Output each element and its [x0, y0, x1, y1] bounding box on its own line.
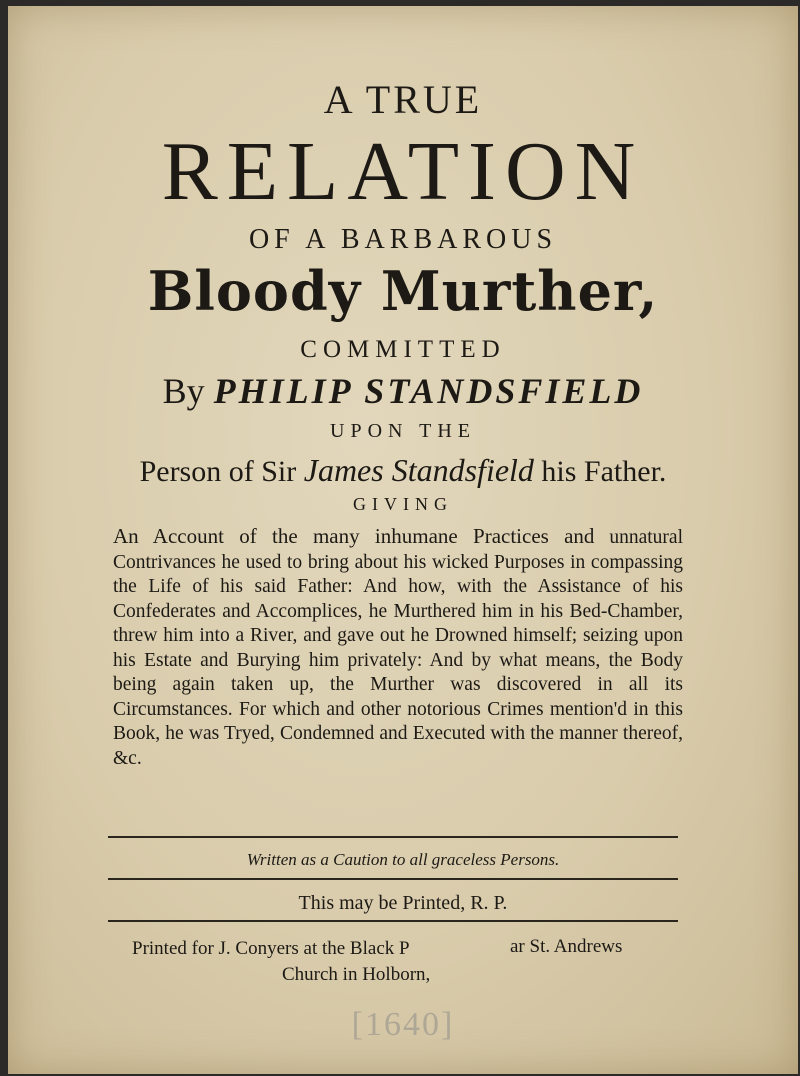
title-james-standsfield: James Standsfield: [303, 452, 534, 488]
title-person-prefix: Person of Sir: [139, 455, 297, 488]
account-paragraph: [113, 524, 683, 771]
title-of-a-barbarous: OF A BARBAROUS: [248, 224, 558, 255]
divider-rule: [108, 920, 678, 922]
title-page: [8, 6, 798, 1074]
title-by-prefix: By: [162, 371, 205, 411]
imprint-right: ar St. Andrews: [510, 936, 623, 957]
title-committed: COMMITTED: [300, 336, 506, 363]
caution-line: Written as a Caution to all graceless Persons.: [246, 850, 560, 869]
title-upon-the: UPON THE: [330, 420, 476, 442]
imprint-left: [132, 936, 430, 988]
account-lead: An Account of the many inhumane Practices and: [113, 524, 595, 548]
title-philip-standsfield: PHILIP STANDSFIELD: [213, 371, 644, 411]
date-stamp: [1640]: [351, 1006, 455, 1043]
title-person-line: [8, 452, 798, 489]
imprint-line-1: Printed for J. Conyers at the Black P: [132, 938, 410, 959]
title-relation: RELATION: [161, 125, 645, 218]
divider-rule: [108, 878, 678, 880]
imprint-line-2: Church in Holborn,: [282, 964, 431, 985]
title-person-suffix: his Father.: [541, 455, 667, 488]
title-by-line: [8, 370, 798, 412]
account-rest: unnatural Contrivances he used to bring about his wicked Purposes in compassing the Life of his said Father: And how, with the Assistance of his Confederates and Accomplices, he Murthered him in his Bed-Chamber, threw him into a River, and gave out he Drowned himself; seizing upon his Estate and Burying him privately: And by what means, the Body being again taken up, the Murther was discovered in all its Circumstances. For which and other notorious Crimes mention'd in this Book, he was Tryed, Condemned and Executed with the manner thereof, &c.: [113, 527, 683, 769]
license-line: This may be Printed, R. P.: [298, 892, 508, 914]
title-line-a-true: A TRUE: [323, 77, 483, 122]
title-bloody-murther: Bloody Murther,: [147, 259, 659, 323]
divider-rule: [108, 836, 678, 838]
title-giving: GIVING: [353, 494, 453, 514]
